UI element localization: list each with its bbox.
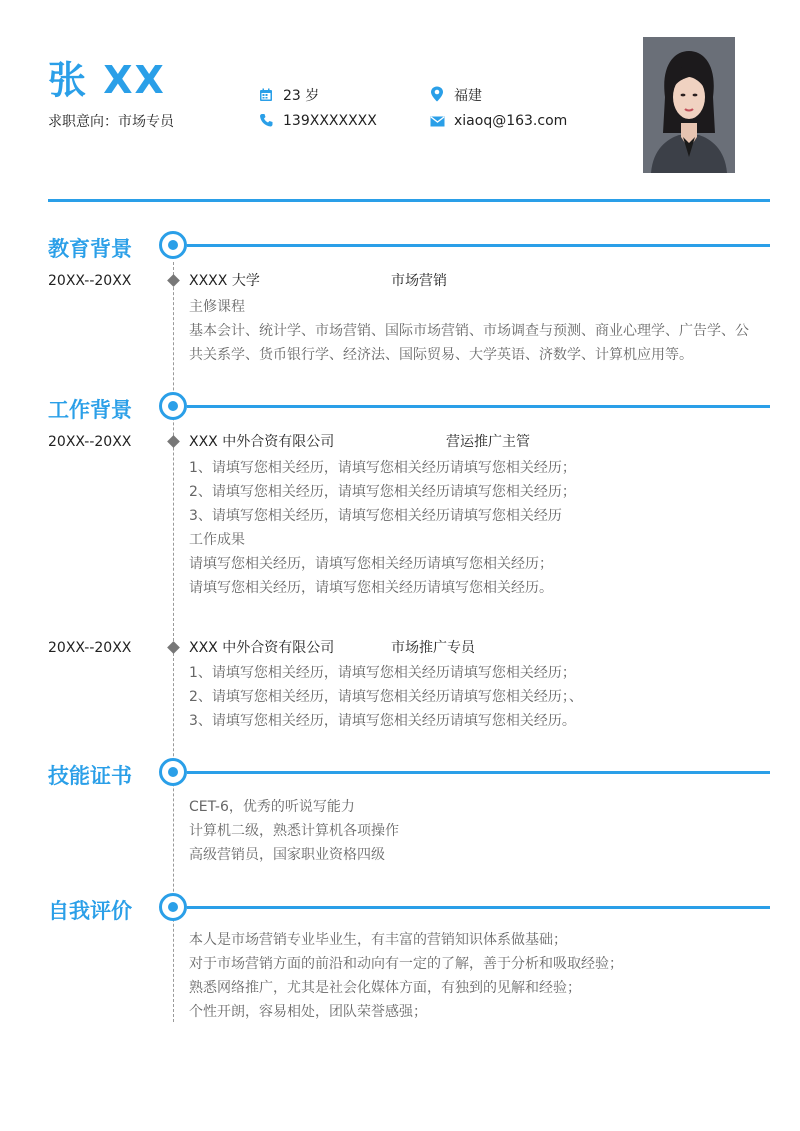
- job-role: 市场推广专员: [391, 640, 475, 656]
- self-eval-item: 个性开朗，容易相处，团队荣誉感强；: [189, 1004, 427, 1020]
- education-major: 市场营销: [391, 273, 447, 289]
- section-rule-work: [187, 405, 770, 408]
- skill-item: 计算机二级，熟悉计算机各项操作: [189, 823, 399, 839]
- entry-diamond-icon: [167, 274, 180, 287]
- entry-diamond-icon: [167, 435, 180, 448]
- age-text: 23 岁: [283, 88, 320, 104]
- calendar-icon: [259, 88, 275, 108]
- section-marker-icon: [159, 893, 187, 921]
- phone-icon: [259, 113, 275, 133]
- job-detail-line: 2、请填写您相关经历，请填写您相关经历请填写您相关经历；: [189, 484, 576, 500]
- job-detail-line: 1、请填写您相关经历，请填写您相关经历请填写您相关经历；: [189, 460, 576, 476]
- job-detail-line: 1、请填写您相关经历，请填写您相关经历请填写您相关经历；: [189, 665, 576, 681]
- section-rule-self-eval: [187, 906, 770, 909]
- section-marker-icon: [159, 231, 187, 259]
- email-info: [430, 111, 567, 133]
- section-title-work: 工作背景: [48, 398, 132, 422]
- phone-text: 139XXXXXXX: [283, 113, 377, 129]
- location-text: 福建: [454, 88, 482, 104]
- job-date: 20XX--20XX: [48, 434, 132, 450]
- courses-label: 主修课程: [189, 299, 245, 315]
- job-results-label: 工作成果: [189, 532, 245, 548]
- job-company: XXX 中外合资有限公司: [189, 434, 335, 450]
- email-text: xiaoq@163.com: [454, 113, 568, 129]
- self-eval-item: 熟悉网络推广，尤其是社会化媒体方面，有独到的见解和经验；: [189, 980, 581, 996]
- entry-diamond-icon: [167, 641, 180, 654]
- location-pin-icon: [430, 86, 446, 108]
- job-result-line: 请填写您相关经历，请填写您相关经历请填写您相关经历；: [189, 556, 553, 572]
- education-date: 20XX--20XX: [48, 273, 132, 289]
- section-rule-skills: [187, 771, 770, 774]
- phone-info: [259, 111, 377, 133]
- job-company: XXX 中外合资有限公司: [189, 640, 335, 656]
- header-divider: [48, 199, 770, 202]
- job-detail-line: 3、请填写您相关经历，请填写您相关经历请填写您相关经历。: [189, 713, 576, 729]
- job-result-line: 请填写您相关经历，请填写您相关经历请填写您相关经历。: [189, 580, 553, 596]
- location-info: [430, 86, 482, 108]
- profile-photo: [643, 37, 735, 173]
- self-eval-item: 对于市场营销方面的前沿和动向有一定的了解，善于分析和吸取经验；: [189, 956, 623, 972]
- job-date: 20XX--20XX: [48, 640, 132, 656]
- courses-line: 共关系学、货币银行学、经济法、国际贸易、大学英语、济数学、计算机应用等。: [189, 347, 693, 363]
- self-eval-item: 本人是市场营销专业毕业生，有丰富的营销知识体系做基础；: [189, 932, 567, 948]
- education-school: XXXX 大学: [189, 273, 260, 289]
- section-title-skills: 技能证书: [48, 764, 132, 788]
- skill-item: CET-6，优秀的听说写能力: [189, 799, 355, 815]
- job-detail-line: 2、请填写您相关经历，请填写您相关经历请填写您相关经历；、: [189, 689, 583, 705]
- age-info: [259, 86, 319, 108]
- section-marker-icon: [159, 758, 187, 786]
- mail-icon: [430, 113, 446, 133]
- job-objective: 求职意向：市场专员: [48, 114, 174, 130]
- section-rule-education: [187, 244, 770, 247]
- skill-item: 高级营销员，国家职业资格四级: [189, 847, 385, 863]
- candidate-name: 张 XX: [48, 58, 166, 102]
- section-title-self-eval: 自我评价: [48, 899, 132, 923]
- job-detail-line: 3、请填写您相关经历，请填写您相关经历请填写您相关经历: [189, 508, 562, 524]
- job-role: 营运推广主管: [446, 434, 530, 450]
- section-marker-icon: [159, 392, 187, 420]
- section-title-education: 教育背景: [48, 237, 132, 261]
- courses-line: 基本会计、统计学、市场营销、国际市场营销、市场调查与预测、商业心理学、广告学、公: [189, 323, 749, 339]
